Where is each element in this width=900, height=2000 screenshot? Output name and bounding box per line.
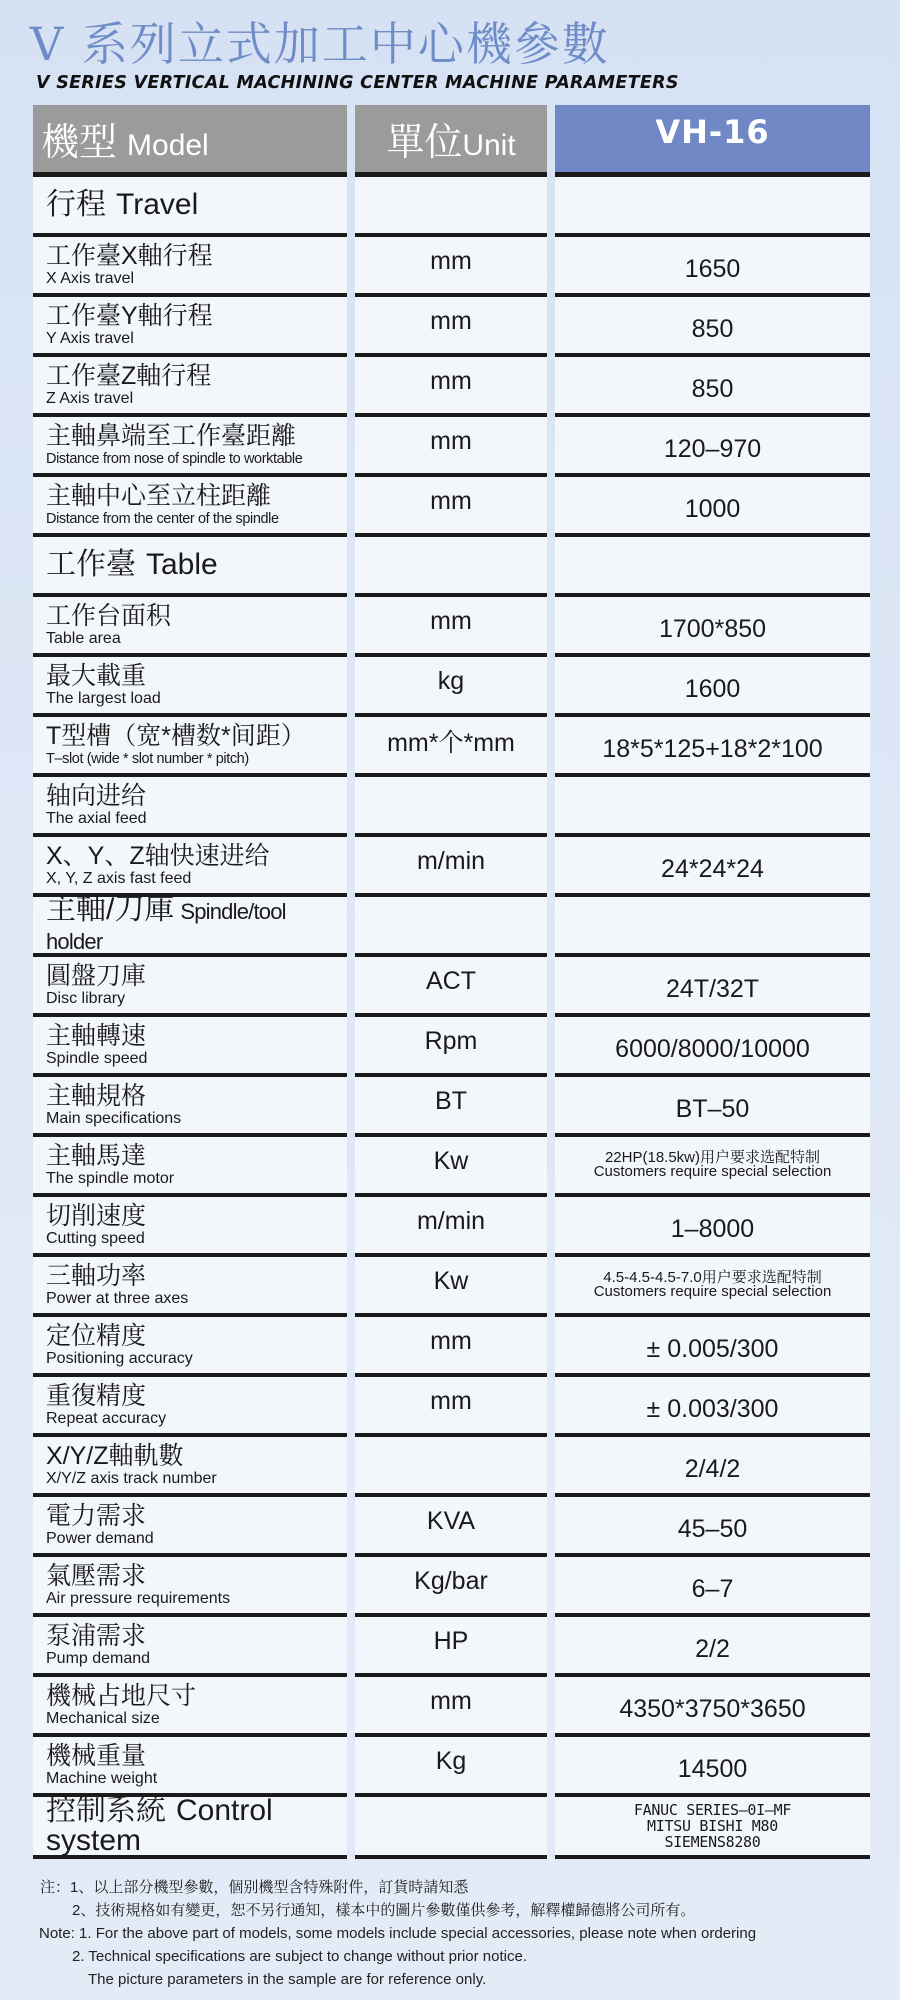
- param-value: 6000/8000/10000: [615, 1034, 810, 1063]
- section-title-cn: 行程: [46, 188, 106, 221]
- header-model-en: Model: [127, 129, 209, 162]
- table-row: [33, 1677, 870, 1737]
- table-row: [33, 1197, 870, 1257]
- param-value: 120–970: [663, 434, 762, 463]
- param-name-cell: [33, 1017, 347, 1077]
- table-row: [33, 1257, 870, 1317]
- param-name-cn: 圓盤刀庫: [46, 961, 147, 990]
- param-name-cn: 轴向进给: [46, 781, 147, 810]
- param-name-cell: [33, 1077, 347, 1137]
- param-name-cell: [33, 657, 347, 717]
- note-en-3: The picture parameters in the sample are for reference only.: [88, 1971, 487, 1988]
- param-name-cell: [33, 1197, 347, 1257]
- unit-cell: [355, 657, 547, 717]
- unit-value: mm: [430, 306, 472, 335]
- unit-cell: [355, 1257, 547, 1317]
- param-name-cell: [33, 1137, 347, 1197]
- unit-value: Rpm: [424, 1026, 478, 1055]
- param-value: 2/4/2: [684, 1454, 741, 1483]
- param-value: 45–50: [677, 1514, 748, 1543]
- table-row: [33, 1437, 870, 1497]
- param-value: 24T/32T: [665, 974, 760, 1003]
- value-cell: [555, 177, 870, 237]
- param-name-cn: 三軸功率: [46, 1261, 147, 1290]
- param-value: 850: [691, 374, 734, 403]
- param-value: ± 0.003/300: [646, 1394, 779, 1423]
- param-value: ± 0.005/300: [646, 1334, 779, 1363]
- param-value: 1–8000: [670, 1214, 755, 1243]
- value-cell: [555, 1797, 870, 1859]
- value-cell: [555, 1017, 870, 1077]
- param-name-cn: 工作台面积: [46, 601, 172, 630]
- param-name-cn: X、Y、Z轴快速进给: [46, 841, 270, 870]
- table-row: [33, 777, 870, 837]
- table-row: [33, 717, 870, 777]
- unit-value: mm: [430, 426, 472, 455]
- unit-value: mm*个*mm: [387, 729, 515, 757]
- param-name-en: Repeat accuracy: [46, 1409, 167, 1427]
- header-model-name: VH-16: [555, 105, 870, 177]
- param-name-cell: [33, 477, 347, 537]
- value-cell: [555, 717, 870, 777]
- unit-value: mm: [430, 1686, 472, 1715]
- param-name-cell: [33, 777, 347, 837]
- param-name-cell: [33, 1677, 347, 1737]
- table-row: [33, 1737, 870, 1797]
- param-name-en: Mechanical size: [46, 1709, 160, 1727]
- value-cell: [555, 1677, 870, 1737]
- value-line: SIEMENS8280: [664, 1833, 761, 1851]
- param-name-cn: 主軸中心至立柱距離: [46, 481, 272, 510]
- unit-value: kg: [437, 666, 465, 695]
- param-name-cn: 泵浦需求: [46, 1621, 147, 1650]
- unit-cell: [355, 1137, 547, 1197]
- page-title-english: V SERIES VERTICAL MACHINING CENTER MACHINE PARAMETERS: [36, 73, 679, 93]
- param-name-cn: 工作臺Z軸行程: [46, 361, 212, 390]
- value-line: FANUC SERIES–0I–MF: [633, 1801, 792, 1819]
- table-row: [33, 297, 870, 357]
- param-name-cell: [33, 1617, 347, 1677]
- param-name-cell: [33, 1377, 347, 1437]
- section-title-cn: 控制系統: [46, 1794, 166, 1827]
- value-cell: [555, 417, 870, 477]
- unit-cell: [355, 777, 547, 837]
- value-cell: [555, 897, 870, 957]
- param-name-en: X/Y/Z axis track number: [46, 1469, 217, 1487]
- note-en-1: Note: 1. For the above part of models, some models include special accessories, please note when ordering: [39, 1925, 757, 1942]
- table-row: [33, 837, 870, 897]
- value-cell: [555, 957, 870, 1017]
- parameters-table: [33, 105, 870, 1859]
- section-title-en: Table: [146, 548, 218, 581]
- unit-cell: [355, 1557, 547, 1617]
- value-cell: [555, 297, 870, 357]
- param-name-en: The spindle motor: [46, 1169, 175, 1187]
- unit-cell: [355, 477, 547, 537]
- param-name-en: The largest load: [46, 689, 161, 707]
- value-line: Customers require special selection: [593, 1163, 832, 1180]
- section-title: [46, 895, 347, 955]
- param-name-cell: [33, 1497, 347, 1557]
- value-cell: [555, 1137, 870, 1197]
- unit-cell: [355, 837, 547, 897]
- unit-cell: [355, 357, 547, 417]
- unit-cell: [355, 297, 547, 357]
- unit-value: Kw: [433, 1146, 469, 1175]
- param-name-cn: 機械占地尺寸: [46, 1681, 197, 1710]
- value-cell: [555, 1437, 870, 1497]
- footnotes: [40, 1876, 756, 1991]
- unit-value: mm: [430, 1326, 472, 1355]
- param-name-cell: [33, 1794, 347, 1859]
- table-row: [33, 657, 870, 717]
- unit-cell: [355, 1677, 547, 1737]
- unit-cell: [355, 537, 547, 597]
- param-name-cell: [33, 177, 347, 237]
- note-en-2: 2. Technical specifications are subject to change without prior notice.: [72, 1948, 527, 1965]
- section-title: [46, 550, 347, 580]
- unit-cell: [355, 1617, 547, 1677]
- unit-cell: [355, 177, 547, 237]
- section-title: [46, 190, 347, 220]
- param-name-en: Pump demand: [46, 1649, 151, 1667]
- unit-value: mm: [430, 246, 472, 275]
- section-title: [46, 1796, 347, 1856]
- header-unit-en: Unit: [462, 129, 516, 162]
- unit-cell: [355, 1317, 547, 1377]
- value-cell: [555, 537, 870, 597]
- param-name-cn: 重復精度: [46, 1381, 147, 1410]
- param-name-cn: 主軸規格: [46, 1081, 147, 1110]
- unit-cell: [355, 1737, 547, 1797]
- section-title-cn: 工作臺: [46, 548, 136, 581]
- param-name-cell: [33, 837, 347, 897]
- value-cell: [555, 837, 870, 897]
- table-row: [33, 477, 870, 537]
- value-cell: [555, 777, 870, 837]
- table-row: [33, 1617, 870, 1677]
- param-name-cn: 主軸鼻端至工作臺距離: [46, 421, 297, 450]
- value-cell: [555, 1077, 870, 1137]
- unit-cell: [355, 597, 547, 657]
- param-name-en: Spindle speed: [46, 1049, 148, 1067]
- param-name-en: Machine weight: [46, 1769, 158, 1787]
- table-row: [33, 237, 870, 297]
- param-value: 4350*3750*3650: [619, 1694, 806, 1723]
- value-line: MITSU BISHI M80: [647, 1817, 778, 1835]
- param-name-cn: 定位精度: [46, 1321, 147, 1350]
- unit-value: HP: [433, 1626, 469, 1655]
- param-name-en: Z Axis travel: [46, 389, 134, 407]
- table-body: [33, 177, 870, 1859]
- section-title-en: Travel: [116, 188, 199, 221]
- table-row: [33, 1557, 870, 1617]
- section-row: [33, 893, 870, 957]
- unit-value: mm: [430, 606, 472, 635]
- table-row: [33, 957, 870, 1017]
- param-name-cell: [33, 417, 347, 477]
- param-name-cell: [33, 1257, 347, 1317]
- unit-cell: [355, 1797, 547, 1859]
- unit-value: Kw: [433, 1266, 469, 1295]
- unit-cell: [355, 897, 547, 957]
- param-name-cell: [33, 357, 347, 417]
- unit-cell: [355, 1497, 547, 1557]
- param-value: BT–50: [675, 1094, 750, 1123]
- unit-cell: [355, 1377, 547, 1437]
- table-row: [33, 1137, 870, 1197]
- value-cell: [555, 1557, 870, 1617]
- unit-cell: [355, 1077, 547, 1137]
- param-value: 1650: [684, 254, 741, 283]
- param-name-en: Cutting speed: [46, 1229, 145, 1247]
- value-line: 22HP(18.5kw)用户要求选配特制: [604, 1149, 821, 1166]
- unit-value: m/min: [416, 846, 486, 875]
- unit-cell: [355, 957, 547, 1017]
- param-name-en: Disc library: [46, 989, 126, 1007]
- param-value: 850: [691, 314, 734, 343]
- section-row: [33, 177, 870, 237]
- param-name-cell: [33, 1557, 347, 1617]
- param-name-cn: 工作臺Y軸行程: [46, 301, 213, 330]
- unit-value: ACT: [426, 966, 476, 995]
- section-row: [33, 537, 870, 597]
- param-value: 2/2: [695, 1634, 730, 1663]
- header-unit: [355, 105, 547, 177]
- param-name-en: X Axis travel: [46, 269, 135, 287]
- unit-value: mm: [430, 1386, 472, 1415]
- unit-value: KVA: [426, 1506, 476, 1535]
- table-row: [33, 1077, 870, 1137]
- value-cell: [555, 1497, 870, 1557]
- section-title-cn: 主軸/刀庫: [46, 893, 175, 926]
- table-row: [33, 1317, 870, 1377]
- unit-cell: [355, 417, 547, 477]
- header-model-cn: 機型: [41, 122, 118, 164]
- section-row: [33, 1794, 870, 1859]
- param-name-cn: 最大載重: [46, 661, 147, 690]
- param-name-cell: [33, 957, 347, 1017]
- value-cell: [555, 1257, 870, 1317]
- unit-value: BT: [435, 1086, 467, 1115]
- param-name-cell: [33, 597, 347, 657]
- param-value: 1700*850: [658, 614, 767, 643]
- param-name-en: X, Y, Z axis fast feed: [46, 869, 192, 887]
- table-row: [33, 357, 870, 417]
- value-line: 4.5-4.5-4.5-7.0用户要求选配特制: [603, 1269, 822, 1286]
- param-name-cell: [33, 717, 347, 777]
- page-title-chinese: V 系列立式加工中心機參數: [30, 17, 610, 71]
- unit-value: mm: [430, 366, 472, 395]
- param-value: 6–7: [691, 1574, 734, 1603]
- unit-value: m/min: [416, 1206, 486, 1235]
- param-name-cn: T型槽（宽*槽数*间距）: [46, 721, 306, 750]
- param-value: 24*24*24: [661, 854, 764, 883]
- unit-cell: [355, 237, 547, 297]
- table-row: [33, 1017, 870, 1077]
- header-model: [33, 105, 347, 177]
- param-name-en: Table area: [46, 629, 121, 647]
- value-line: Customers require special selection: [593, 1283, 832, 1300]
- table-row: [33, 1377, 870, 1437]
- value-cell: [555, 1617, 870, 1677]
- value-cell: [555, 597, 870, 657]
- table-header-row: [33, 105, 870, 177]
- param-name-cn: 機械重量: [46, 1741, 147, 1770]
- value-cell: [555, 357, 870, 417]
- unit-cell: [355, 1197, 547, 1257]
- unit-value: mm: [430, 486, 472, 515]
- unit-cell: [355, 717, 547, 777]
- table-row: [33, 597, 870, 657]
- param-name-en: Y Axis travel: [46, 329, 134, 347]
- note-cn-2: 2、技術規格如有變更，恕不另行通知，樣本中的圖片參數僅供參考，解釋權歸德將公司所有。: [72, 1902, 696, 1919]
- value-cell: [555, 237, 870, 297]
- param-name-en: Power at three axes: [46, 1289, 189, 1307]
- param-value: 1600: [684, 674, 741, 703]
- param-name-en: Distance from nose of spindle to worktable: [46, 450, 303, 467]
- param-name-en: Distance from the center of the spindle: [46, 510, 279, 527]
- section-title-en: Spindle/tool holder: [46, 899, 286, 954]
- param-value: 14500: [677, 1754, 748, 1783]
- param-name-en: The axial feed: [46, 809, 147, 827]
- param-name-en: Main specifications: [46, 1109, 182, 1127]
- param-name-en: Air pressure requirements: [46, 1589, 231, 1607]
- param-name-cn: 切削速度: [46, 1201, 147, 1230]
- value-cell: [555, 477, 870, 537]
- table-row: [33, 417, 870, 477]
- param-name-cell: [33, 1737, 347, 1797]
- unit-cell: [355, 1437, 547, 1497]
- header-unit-cn: 單位: [386, 122, 463, 164]
- param-name-en: T–slot (wide * slot number * pitch): [46, 750, 249, 767]
- param-name-cn: 氣壓需求: [46, 1561, 147, 1590]
- value-cell: [555, 1377, 870, 1437]
- table-row: [33, 1497, 870, 1557]
- note-cn-1: 注：1、以上部分機型參數，個别機型含特殊附件，訂貨時請知悉: [40, 1879, 469, 1896]
- param-name-cn: X/Y/Z軸軌數: [46, 1441, 184, 1470]
- unit-value: Kg: [435, 1746, 467, 1775]
- param-name-cn: 電力需求: [46, 1501, 147, 1530]
- value-cell: [555, 1737, 870, 1797]
- param-name-cn: 工作臺X軸行程: [46, 241, 213, 270]
- unit-value: Kg/bar: [414, 1566, 488, 1595]
- param-name-cell: [33, 1317, 347, 1377]
- section-title-en: Control system: [46, 1794, 273, 1857]
- param-name-cn: 主軸馬達: [46, 1141, 147, 1170]
- param-value: 18*5*125+18*2*100: [602, 734, 823, 763]
- param-value: 1000: [684, 494, 741, 523]
- param-name-cell: [33, 537, 347, 597]
- value-cell: [555, 657, 870, 717]
- param-name-cell: [33, 1437, 347, 1497]
- param-name-en: Power demand: [46, 1529, 154, 1547]
- param-name-cell: [33, 297, 347, 357]
- param-name-cell: [33, 893, 347, 957]
- param-name-en: Positioning accuracy: [46, 1349, 193, 1367]
- unit-cell: [355, 1017, 547, 1077]
- param-name-cell: [33, 237, 347, 297]
- param-name-cn: 主軸轉速: [46, 1021, 147, 1050]
- value-cell: [555, 1317, 870, 1377]
- value-cell: [555, 1197, 870, 1257]
